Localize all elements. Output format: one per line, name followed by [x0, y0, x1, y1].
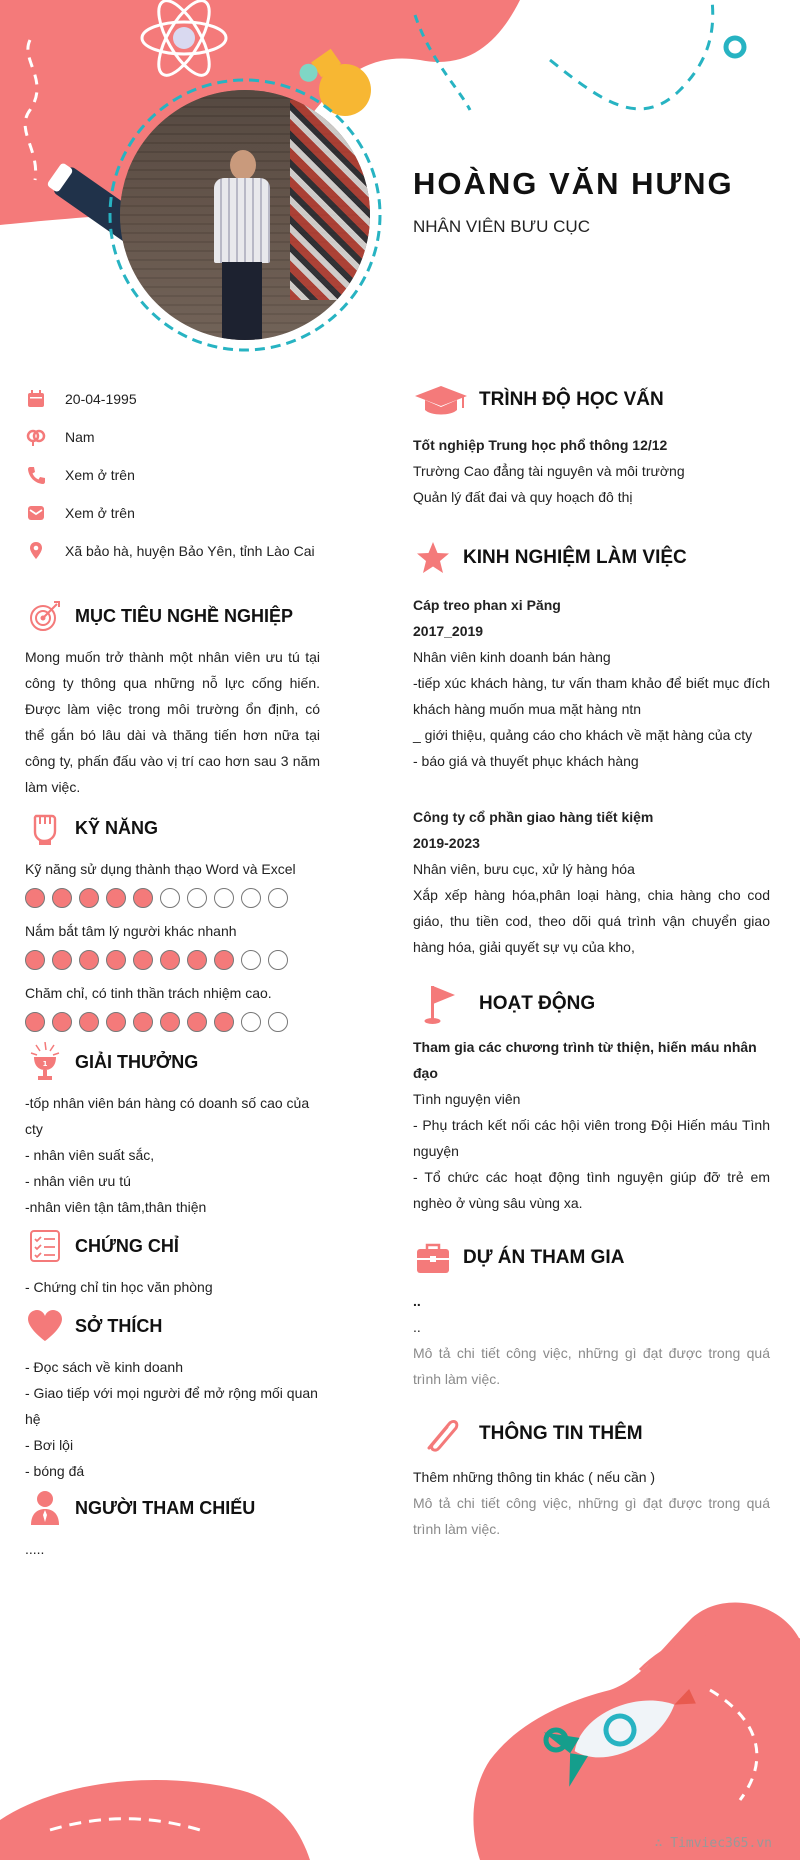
graduation-cap-icon	[413, 380, 469, 420]
flag-icon	[413, 984, 469, 1024]
job-period: 2019-2023	[413, 835, 480, 851]
rating-dot-filled	[79, 1012, 99, 1032]
certificates-section	[25, 1226, 320, 1300]
hobby-item: - Bơi lội	[25, 1437, 74, 1453]
project-heading: ..	[413, 1293, 421, 1309]
contact-phone: Xem ở trên	[25, 456, 320, 494]
trophy-icon	[25, 1042, 65, 1082]
contact-address: Xã bảo hà, huyện Bảo Yên, tỉnh Lào Cai	[25, 532, 320, 570]
activity-heading: Tham gia các chương trình từ thiện, hiến máu nhân đạo	[413, 1039, 757, 1081]
objective-title: MỤC TIÊU NGHỀ NGHIỆP	[75, 605, 294, 626]
location-icon	[25, 540, 47, 562]
skills-list	[25, 856, 320, 1032]
hobby-item: - bóng đá	[25, 1463, 85, 1479]
rating-dot-filled	[25, 1012, 45, 1032]
job-line: Nhân viên kinh doanh bán hàng	[413, 649, 611, 665]
skill-rating	[25, 888, 320, 908]
rating-dot-filled	[52, 888, 72, 908]
projects-title: DỰ ÁN THAM GIA	[463, 1247, 625, 1268]
activity-line: Tình nguyện viên	[413, 1091, 521, 1107]
person-icon	[25, 1488, 65, 1528]
contact-gender: Nam	[25, 418, 320, 456]
skill-name: Nắm bắt tâm lý người khác nhanh	[25, 923, 237, 939]
rating-dot-empty	[241, 1012, 261, 1032]
fist-icon	[25, 808, 65, 848]
hobbies-list	[25, 1354, 320, 1484]
rating-dot-empty	[187, 888, 207, 908]
reference-item: .....	[25, 1541, 45, 1557]
hobbies-section	[25, 1306, 320, 1484]
extra-title: THÔNG TIN THÊM	[479, 1423, 643, 1444]
skills-title: KỸ NĂNG	[75, 817, 159, 838]
left-column	[25, 380, 320, 1562]
activity-line: - Tổ chức các hoạt động tình nguyện giúp đỡ trẻ em nghèo ở vùng sâu vùng xa.	[413, 1169, 770, 1211]
rating-dot-filled	[52, 1012, 72, 1032]
rating-dot-filled	[187, 950, 207, 970]
rating-dot-filled	[133, 950, 153, 970]
extra-section	[413, 1414, 770, 1542]
education-line: Trường Cao đẳng tài nguyên và môi trường	[413, 463, 685, 479]
job-company: Cáp treo phan xi Păng	[413, 597, 561, 613]
experience-job	[413, 592, 770, 774]
rating-dot-filled	[133, 888, 153, 908]
rating-dot-empty	[214, 888, 234, 908]
rating-dot-empty	[268, 1012, 288, 1032]
rating-dot-filled	[106, 950, 126, 970]
right-column	[413, 380, 770, 1542]
skill-name: Chăm chỉ, có tinh thần trách nhiệm cao.	[25, 985, 272, 1001]
rating-dot-filled	[187, 1012, 207, 1032]
rating-dot-filled	[106, 888, 126, 908]
skill-name: Kỹ năng sử dụng thành thạo Word và Excel	[25, 861, 296, 877]
award-item: -tốp nhân viên bán hàng có doanh số cao của cty	[25, 1095, 310, 1137]
gender-icon	[25, 426, 47, 448]
experience-job	[413, 804, 770, 960]
skills-section	[25, 808, 320, 1032]
rating-dot-filled	[79, 888, 99, 908]
checklist-icon	[25, 1226, 65, 1266]
job-line: _ giới thiệu, quảng cáo cho khách về mặt hàng của cty	[413, 727, 753, 743]
paperclip-icon	[413, 1414, 469, 1454]
award-item: - nhân viên suất sắc,	[25, 1147, 155, 1163]
job-title: NHÂN VIÊN BƯU CỤC	[413, 217, 590, 236]
projects-section	[413, 1238, 770, 1392]
skill-rating	[25, 950, 320, 970]
job-period: 2017_2019	[413, 623, 484, 639]
job-line: Nhân viên, bưu cục, xử lý hàng hóa	[413, 861, 635, 877]
activities-section	[413, 984, 770, 1216]
education-heading: Tốt nghiệp Trung học phổ thông 12/12	[413, 437, 668, 453]
rating-dot-filled	[214, 1012, 234, 1032]
awards-title: GIẢI THƯỞNG	[75, 1051, 199, 1072]
skill-rating	[25, 1012, 320, 1032]
rating-dot-filled	[79, 950, 99, 970]
rating-dot-filled	[133, 1012, 153, 1032]
calendar-icon	[25, 388, 47, 410]
rating-dot-empty	[241, 888, 261, 908]
award-item: -nhân viên tận tâm,thân thiện	[25, 1199, 207, 1215]
star-icon	[413, 538, 453, 578]
contact-birthday: 20-04-1995	[25, 380, 320, 418]
rating-dot-empty	[241, 950, 261, 970]
rating-dot-filled	[106, 1012, 126, 1032]
certificates-title: CHỨNG CHỈ	[75, 1235, 179, 1256]
project-desc: Mô tả chi tiết công việc, những gì đạt được trong quá trình làm việc.	[413, 1345, 770, 1387]
extra-desc: Mô tả chi tiết công việc, những gì đạt được trong quá trình làm việc.	[413, 1495, 770, 1537]
profile-photo	[120, 90, 370, 340]
extra-text: Thêm những thông tin khác ( nếu cần )	[413, 1469, 656, 1485]
rating-dot-filled	[160, 1012, 180, 1032]
activity-line: - Phụ trách kết nối các hội viên trong Đội Hiến máu Tình nguyện	[413, 1117, 770, 1159]
job-line: Xắp xếp hàng hóa,phân loại hàng, chia hàng cho cod giáo, thu tiền cod, theo dõi quá trình vận chuyển giao hàng hóa, giải quyết sự vụ của kho,	[413, 887, 770, 955]
watermark-text: ∴ Timviec365.vn	[654, 1836, 772, 1851]
contact-email: Xem ở trên	[25, 494, 320, 532]
references-title: NGƯỜI THAM CHIẾU	[75, 1497, 256, 1518]
hobbies-title: SỞ THÍCH	[75, 1315, 163, 1336]
experience-section	[413, 538, 770, 960]
heart-icon	[25, 1306, 65, 1346]
objective-section	[25, 596, 320, 800]
rating-dot-filled	[52, 950, 72, 970]
activities-title: HOẠT ĐỘNG	[479, 993, 596, 1014]
rating-dot-empty	[268, 888, 288, 908]
rating-dot-empty	[160, 888, 180, 908]
award-item: - nhân viên ưu tú	[25, 1173, 131, 1189]
awards-list	[25, 1090, 320, 1220]
full-name: HOÀNG VĂN HƯNG	[413, 166, 734, 201]
phone-icon	[25, 464, 47, 486]
certificate-item: - Chứng chỉ tin học văn phòng	[25, 1279, 213, 1295]
svg-text:1: 1	[42, 1060, 48, 1068]
education-section	[413, 380, 770, 510]
rating-dot-filled	[25, 950, 45, 970]
job-company: Công ty cổ phần giao hàng tiết kiệm	[413, 809, 654, 825]
rating-dot-filled	[25, 888, 45, 908]
job-line: - báo giá và thuyết phục khách hàng	[413, 753, 639, 769]
experience-title: KINH NGHIỆM LÀM VIỆC	[463, 547, 687, 568]
rating-dot-filled	[160, 950, 180, 970]
rating-dot-empty	[268, 950, 288, 970]
target-icon	[25, 596, 65, 636]
education-line: Quản lý đất đai và quy hoạch đô thị	[413, 489, 633, 505]
references-section	[25, 1488, 320, 1562]
contact-list	[25, 380, 320, 570]
rating-dot-filled	[214, 950, 234, 970]
email-icon	[25, 502, 47, 524]
hobby-item: - Giao tiếp với mọi người để mở rộng mối quan hệ	[25, 1385, 318, 1427]
project-sub: ..	[413, 1319, 421, 1335]
awards-section	[25, 1042, 320, 1220]
job-line: -tiếp xúc khách hàng, tư vấn tham khảo để biết mục đích khách hàng muốn mua mặt hàng ntn	[413, 675, 770, 717]
briefcase-icon	[413, 1238, 453, 1278]
education-title: TRÌNH ĐỘ HỌC VẤN	[479, 389, 664, 410]
hobby-item: - Đọc sách về kinh doanh	[25, 1359, 183, 1375]
objective-text: Mong muốn trở thành một nhân viên ưu tú tại công ty thông qua những nỗ lực cống hiến. Được làm việc trong môi trường ổn định, có thể gắn bó lâu dài và thăng tiến hơn nữa tại công ty, phấn đấu vào vị trí cao hơn sau 3 năm làm việc.	[25, 649, 320, 795]
